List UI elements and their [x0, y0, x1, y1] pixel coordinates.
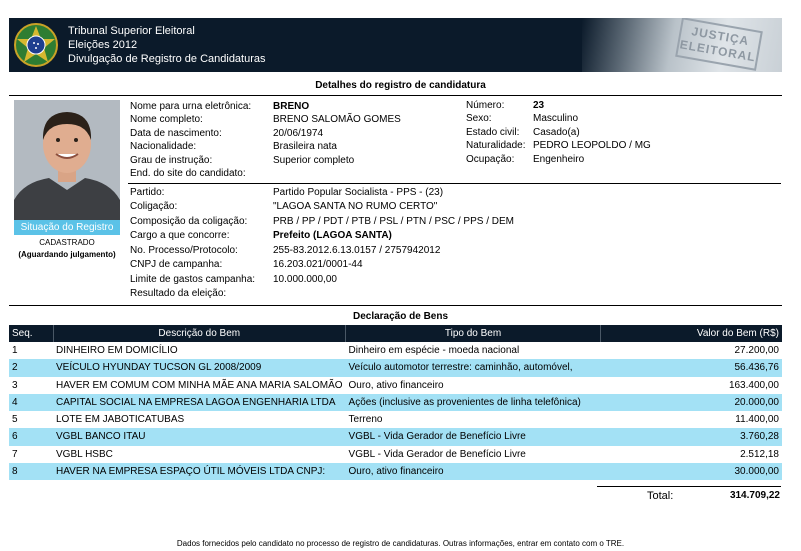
label-limite: Limite de gastos campanha:: [130, 274, 256, 285]
assets-table: [9, 325, 782, 480]
asset-row: [9, 377, 782, 394]
value-processo: 255-83.2012.6.13.0157 / 2757942012: [273, 245, 441, 256]
label-nascimento: Data de nascimento:: [130, 128, 222, 139]
asset-description: DINHEIRO EM DOMICÍLIO: [56, 345, 178, 357]
asset-seq: 4: [9, 394, 53, 411]
label-naturalidade: Naturalidade:: [466, 140, 526, 151]
asset-type: Terreno: [348, 414, 383, 426]
asset-row: [9, 394, 782, 411]
candidacy-divider: [128, 183, 781, 184]
asset-row: [9, 411, 782, 428]
asset-value: 56.436,76: [601, 359, 782, 376]
footer-note: Dados fornecidos pelo candidato no processo de registro de candidaturas. Outras informações, entrar em contato com o TRE.: [176, 539, 625, 548]
label-cnpj: CNPJ de campanha:: [130, 259, 223, 270]
asset-seq: 7: [12, 448, 18, 460]
col-valor-header: Valor do Bem (R$): [601, 325, 782, 342]
value-numero: 23: [533, 100, 545, 111]
asset-row: [9, 342, 782, 359]
registration-status-label: Situação do Registro: [14, 220, 120, 235]
banner-building-photo: [582, 18, 782, 72]
asset-seq: 2: [9, 359, 53, 376]
brazil-coat-of-arms-icon: [13, 22, 59, 68]
col-seq-header: Seq.: [9, 325, 53, 342]
value-cnpj: 16.203.021/0001-44: [273, 259, 363, 270]
asset-type: Ouro, ativo financeiro: [348, 379, 444, 391]
value-sexo: Masculino: [533, 113, 579, 124]
page-subtitle: Divulgação de Registro de Candidaturas: [68, 53, 266, 65]
label-estado-civil: Estado civil:: [466, 127, 520, 138]
total-label: Total:: [647, 490, 674, 502]
asset-row: [9, 446, 782, 463]
label-nome-urna: Nome para urna eletrônica:: [130, 101, 252, 112]
label-resultado: Resultado da eleição:: [130, 288, 227, 299]
registration-status-value: CADASTRADO: [39, 238, 95, 247]
asset-value: 2.512,18: [740, 448, 779, 460]
candidate-photo: [14, 100, 120, 220]
asset-type: Ouro, ativo financeiro: [346, 463, 601, 480]
asset-value: 163.400,00: [728, 379, 779, 391]
value-instrucao: Superior completo: [273, 155, 355, 166]
value-limite: 10.000.000,00: [273, 274, 337, 285]
value-partido: Partido Popular Socialista - PPS - (23): [273, 187, 444, 198]
asset-type: VGBL - Vida Gerador de Benefício Livre: [346, 428, 601, 445]
assets-section-title: Declaração de Bens: [352, 311, 449, 322]
assets-divider: [9, 305, 782, 306]
value-nome-urna: BRENO: [273, 101, 310, 112]
asset-value: 11.400,00: [735, 414, 779, 426]
asset-description: CAPITAL SOCIAL NA EMPRESA LAGOA ENGENHARIA LTDA: [53, 394, 346, 411]
tribunal-name: Tribunal Superior Eleitoral: [68, 25, 195, 37]
asset-seq: 3: [12, 379, 18, 391]
assets-table-header: [9, 325, 782, 342]
label-site: End. do site do candidato:: [130, 168, 246, 179]
details-divider: [9, 95, 782, 96]
value-nome-completo: BRENO SALOMÃO GOMES: [273, 114, 401, 125]
label-instrucao: Grau de instrução:: [130, 155, 213, 166]
label-cargo: Cargo a que concorre:: [130, 230, 230, 241]
justica-eleitoral-sign: JUSTIÇA ELEITORAL: [675, 18, 763, 71]
label-nacionalidade: Nacionalidade:: [130, 141, 197, 152]
value-estado-civil: Casado(a): [533, 127, 580, 138]
asset-description: VEÍCULO HYUNDAY TUCSON GL 2008/2009: [53, 359, 346, 376]
label-processo: No. Processo/Protocolo:: [130, 245, 238, 256]
asset-value: 27.200,00: [734, 345, 779, 357]
total-value: 314.709,22: [729, 490, 780, 501]
registration-status-note: (Aguardando julgamento): [18, 250, 116, 259]
asset-seq: 6: [9, 428, 53, 445]
label-nome-completo: Nome completo:: [130, 114, 203, 125]
asset-value: 20.000,00: [601, 394, 782, 411]
label-numero: Número:: [466, 100, 505, 111]
col-tipo-header: Tipo do Bem: [346, 325, 601, 342]
asset-description: VGBL BANCO ITAU: [53, 428, 346, 445]
value-naturalidade: PEDRO LEOPOLDO / MG: [533, 140, 651, 151]
asset-seq: 5: [12, 414, 18, 426]
asset-row: [9, 359, 782, 376]
asset-row: [9, 463, 782, 480]
asset-row: [9, 428, 782, 445]
asset-type: Dinheiro em espécie - moeda nacional: [348, 345, 520, 357]
asset-type: Ações (inclusive as provenientes de linha telefônica): [346, 394, 601, 411]
asset-value: 30.000,00: [601, 463, 782, 480]
label-coligacao: Coligação:: [130, 201, 178, 212]
asset-description: VGBL HSBC: [56, 448, 113, 460]
header-text: [68, 24, 266, 66]
header-banner: [9, 18, 782, 72]
total-divider: [597, 486, 781, 487]
value-coligacao: "LAGOA SANTA NO RUMO CERTO": [273, 201, 438, 212]
election-name: Eleições 2012: [68, 39, 138, 51]
details-section-title: Detalhes do registro de candidatura: [315, 80, 486, 91]
asset-value: 3.760,28: [601, 428, 782, 445]
candidate-portrait-icon: [14, 100, 120, 220]
value-nacionalidade: Brasileira nata: [273, 141, 337, 152]
value-composicao: PRB / PP / PDT / PTB / PSL / PTN / PSC / PPS / DEM: [273, 216, 514, 227]
col-descricao-header: Descrição do Bem: [53, 325, 346, 342]
asset-description: LOTE EM JABOTICATUBAS: [56, 414, 185, 426]
label-composicao: Composição da coligação:: [130, 216, 248, 227]
asset-description: HAVER EM COMUM COM MINHA MÃE ANA MARIA SALOMÃO: [56, 379, 343, 391]
asset-type: VGBL - Vida Gerador de Benefício Livre: [348, 448, 526, 460]
value-ocupacao: Engenheiro: [533, 154, 585, 165]
label-sexo: Sexo:: [466, 113, 492, 124]
label-partido: Partido:: [130, 187, 165, 198]
asset-seq: 8: [9, 463, 53, 480]
asset-description: HAVER NA EMPRESA ESPAÇO ÚTIL MÓVEIS LTDA CNPJ:: [53, 463, 346, 480]
value-nascimento: 20/06/1974: [273, 128, 324, 139]
asset-type: Veículo automotor terrestre: caminhão, automóvel,: [346, 359, 601, 376]
value-cargo: Prefeito (LAGOA SANTA): [273, 230, 392, 241]
asset-seq: 1: [12, 345, 18, 357]
label-ocupacao: Ocupação:: [466, 154, 515, 165]
